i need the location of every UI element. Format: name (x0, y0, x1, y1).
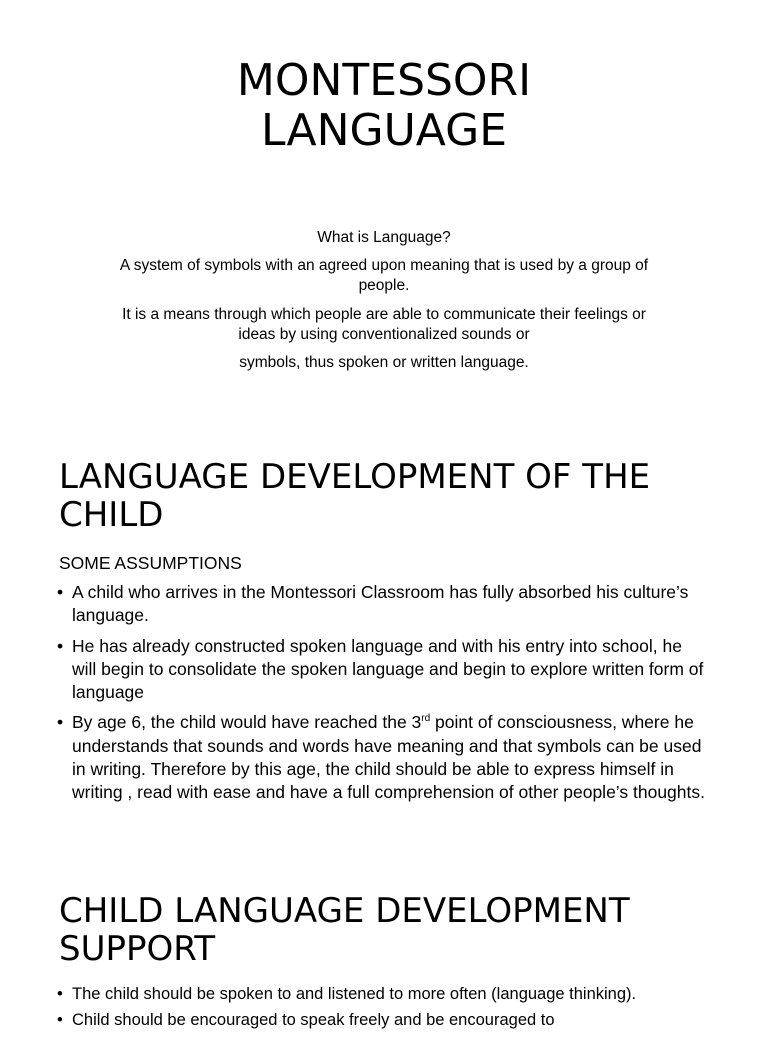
list-item (57, 1009, 707, 1031)
section-heading-language-development: LANGUAGE DEVELOPMENT OF THE CHILD (59, 457, 651, 535)
list-item (57, 635, 707, 705)
list-item-text-part-2: point of consciousness, where he understands that sounds and words have meaning and that symbols can be used in writing. Therefore by this age, the child should be able to express himself in writing , read with ease and have a full comprehension of other people’s thoughts. (72, 712, 705, 803)
means-text: It is a means through which people are able to communicate their feelings or ideas by using conventionalized sounds or (122, 306, 646, 343)
list-item-text: The child should be spoken to and listened to more often (language thinking). (72, 985, 637, 1003)
section-heading-support: CHILD LANGUAGE DEVELOPMENT SUPPORT (59, 891, 630, 969)
bullet-icon: • (57, 582, 64, 602)
list-item (57, 581, 707, 628)
ordinal-superscript: rd (421, 713, 431, 725)
symbols-text: symbols, thus spoken or written language. (239, 354, 529, 371)
intro-text-block (110, 228, 658, 382)
list-item-text: He has already constructed spoken language and with his entry into school, he will begin to consolidate the spoken language and begin to explore written form of language (72, 635, 704, 703)
support-list (57, 983, 707, 1038)
assumptions-list (57, 581, 707, 812)
list-item (57, 983, 707, 1005)
bullet-icon: • (57, 635, 64, 656)
slide-title-line-1: MONTESSORI (236, 55, 532, 106)
question-text: What is Language? (317, 229, 451, 246)
slide-title (0, 56, 768, 156)
slide-title-line-2: LANGUAGE (260, 105, 508, 156)
definition-text: A system of symbols with an agreed upon meaning that is used by a group of people. (119, 257, 649, 294)
list-item-text: A child who arrives in the Montessori Classroom has fully absorbed his culture’s language. (72, 582, 689, 626)
list-item-text: Child should be encouraged to speak freely and be encouraged to (72, 1011, 555, 1029)
list-item-text-part-1: By age 6, the child would have reached the 3 (72, 712, 422, 733)
list-item (57, 711, 707, 804)
bullet-icon: • (57, 712, 64, 733)
bullet-icon: • (57, 1011, 63, 1029)
subheading-assumptions: SOME ASSUMPTIONS (59, 553, 242, 573)
bullet-icon: • (57, 985, 63, 1003)
